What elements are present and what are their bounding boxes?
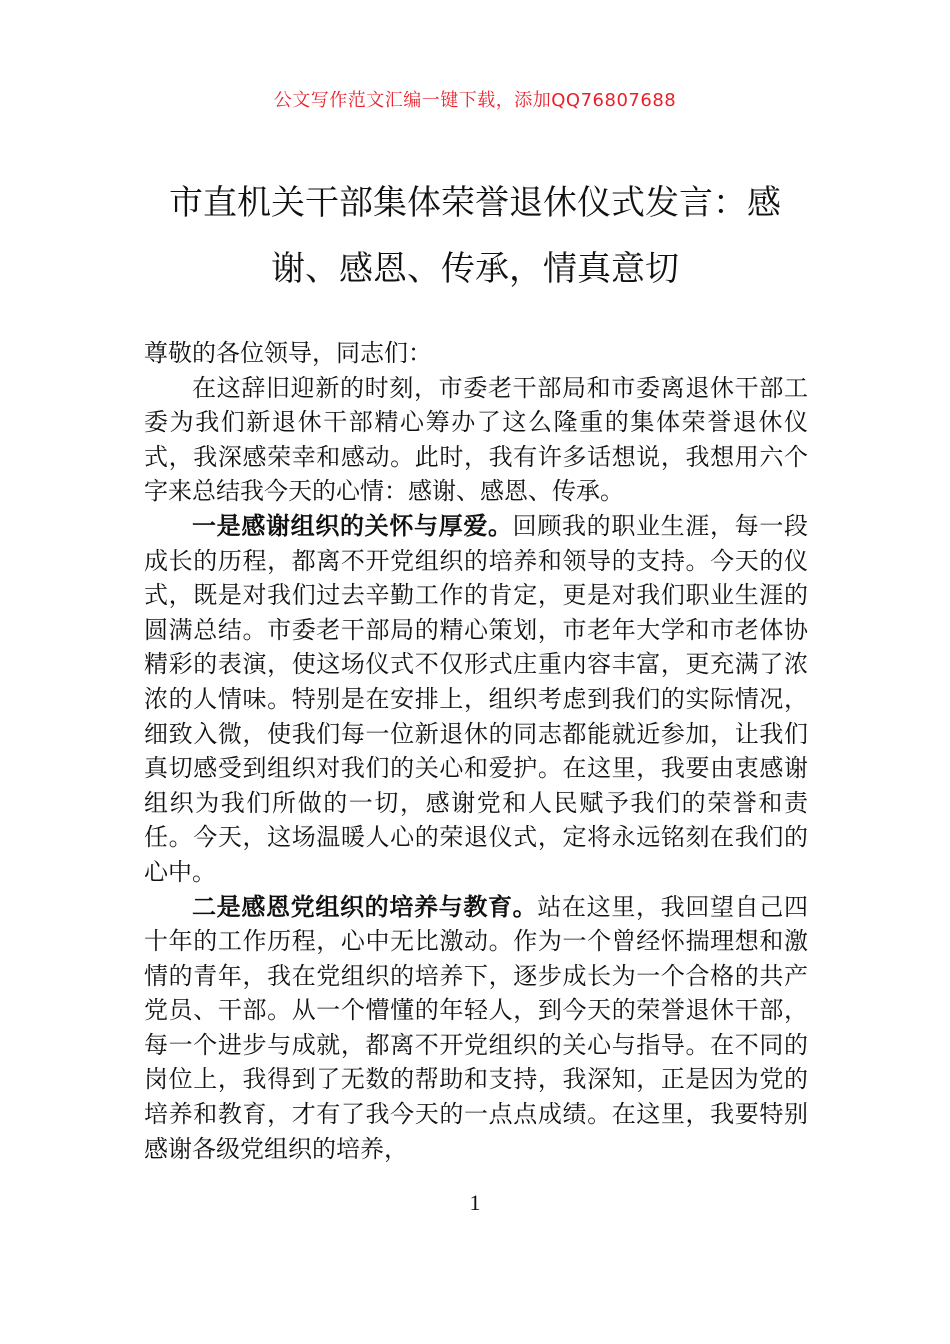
document-title: 市直机关干部集体荣誉退休仪式发言：感谢、感恩、传承，情真意切: [169, 183, 781, 289]
paragraph-3-lead: 二是感恩党组织的培养与教育。: [192, 892, 538, 921]
paragraph-3-text: 站在这里，我回望自己四十年的工作历程，心中无比激动。作为一个曾经怀揣理想和激情的青年，我在党组织的培养下，逐步成长为一个合格的共产党员、干部。从一个懵懂的年轻人，到今天的荣誉退休干部，每一个进步与成就，都离不开党组织的关心与指导。在不同的岗位上，我得到了无数的帮助和支持，我深知，正是因为党的培养和教育，才有了我今天的一点点成绩。在这里，我要特别感谢各级党组织的培养，: [144, 892, 809, 1163]
salutation: 尊敬的各位领导，同志们：: [144, 339, 432, 367]
document-body: [144, 336, 808, 1166]
page-number: 1: [469, 1190, 481, 1215]
download-notice: 公文写作范文汇编一键下载，添加QQ76807688: [273, 90, 677, 111]
paragraph-3: [144, 890, 808, 1167]
paragraph-1: [144, 371, 808, 509]
paragraph-2-text: 回顾我的职业生涯，每一段成长的历程，都离不开党组织的培养和领导的支持。今天的仪式，既是对我们过去辛勤工作的肯定，更是对我们职业生涯的圆满总结。市委老干部局的精心策划，市老年大学和市老体协精彩的表演，使这场仪式不仅形式庄重内容丰富，更充满了浓浓的人情味。特别是在安排上，组织考虑到我们的实际情况，细致入微，使我们每一位新退休的同志都能就近参加，让我们真切感受到组织对我们的关心和爱护。在这里，我要由衷感谢组织为我们所做的一切，感谢党和人民赋予我们的荣誉和责任。今天，这场温暖人心的荣退仪式，定将永远铭刻在我们的心中。: [144, 511, 809, 886]
paragraph-1-text: 在这辞旧迎新的时刻，市委老干部局和市委离退休干部工委为我们新退休干部精心筹办了这么隆重的集体荣誉退休仪式，我深感荣幸和感动。此时，我有许多话想说，我想用六个字来总结我今天的心情：感谢、感恩、传承。: [144, 373, 808, 506]
paragraph-2-lead: 一是感谢组织的关怀与厚爱。: [192, 511, 513, 540]
paragraph-2: [144, 509, 808, 890]
